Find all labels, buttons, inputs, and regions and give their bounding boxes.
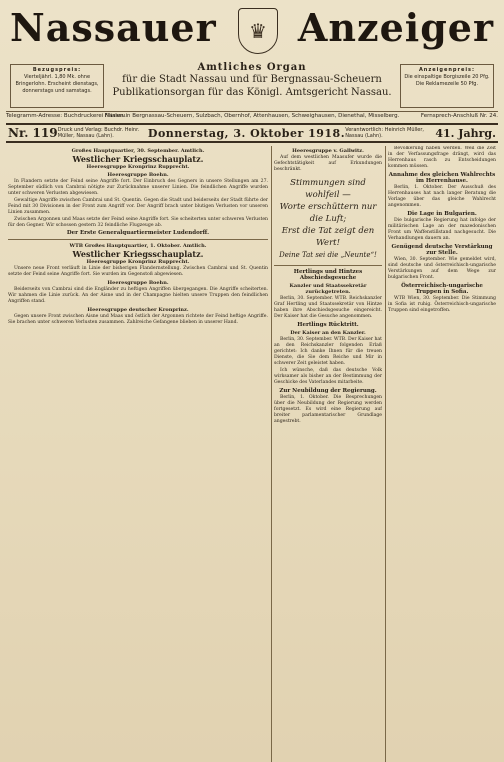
- col2-title-4: Zur Neubildung der Regierung.: [279, 388, 377, 394]
- col2-para-4: Ich wünsche, daß das deutsche Volk wirksamer als bisher an der Bestimmung der Geschicke des Vaterlandes mitarbeite.: [274, 368, 382, 385]
- report-signature: Der Erste Generalquartiermeister Ludendorff.: [66, 230, 210, 236]
- column-rule: [271, 146, 272, 762]
- report-title-2: Westlicher Kriegsschauplatz.: [72, 249, 204, 259]
- subscription-text: Vierteljährl. 1,80 Mk. ohne Bringerlohn. Erscheint dienstags, donnerstags und samstags.: [15, 74, 99, 94]
- editor-info: Verantwortlich: Heinrich Müller, Nassau (Lahn).: [345, 127, 425, 139]
- branches-text: Filialen in Bergnassau-Scheuern, Sulzbach, Obernhof, Attenhausen, Schweighausen, Dienethal, Misselberg.: [104, 113, 400, 119]
- divider: [8, 239, 268, 240]
- report-sub-1: Heeresgruppe Kronprinz Rupprecht.: [86, 164, 190, 170]
- col3-title-2: Annahme des gleichen Wahlrechts im Herrenhause.: [388, 172, 496, 184]
- report-para-4: Unsere neue Front verläuft in Linie der bisherigen Flandernstellung. Zwischen Cambrai und St. Quentin setzte der Feind seine Angriffe fort. Sie wurden im Gegenstoß abgewiesen.: [8, 266, 268, 277]
- col2-title-2: Hertlings und Hintzes Abschiedsgesuche: [293, 269, 363, 281]
- ad-price-text: Die einspaltige Borgiszeile 20 Pfg. Die Reklamezeile 50 Pfg.: [404, 74, 490, 87]
- col3-para-2: Berlin, 1. Oktober. Der Ausschuß des Herrenhauses hat nach langer Beratung die Vorlage über das gleiche Wahlrecht angenommen.: [388, 185, 496, 208]
- col2-para-1: Auf dem westlichen Maasufer wurde die Gefechtstätigkeit auf Erkundungen beschränkt.: [274, 155, 382, 172]
- col2-para-3: Berlin, 30. September. WTB. Der Kaiser hat an den Reichskanzler folgenden Erlaß gerichtet: Ich danke Ihnen für die treuen Dienste, die Sie dem Reiche und Mir in schwerer Zeit geleistet haben.: [274, 337, 382, 366]
- subscription-box: [10, 64, 104, 108]
- column-2: [274, 146, 382, 762]
- publisher-info: Druck und Verlag: Buchdr. Heinr. Müller, Nassau (Lahn).: [57, 127, 140, 139]
- war-loan-poem: [274, 177, 382, 261]
- col2-sub-2: Kanzler und Staatssekretär zurückgetreten.: [289, 283, 367, 295]
- ad-price-box: [400, 64, 494, 108]
- masthead: [6, 4, 498, 62]
- ad-price-title: Anzeigenpreis:: [418, 67, 476, 73]
- report-head-1: Großes Hauptquartier, 30. September. Amtlich.: [71, 148, 205, 154]
- subscription-title: Bezugspreis:: [32, 67, 82, 73]
- telegram-address: Telegramm-Adresse: Buchdruckerei Nassau.: [6, 113, 127, 119]
- coat-of-arms-icon: ♛: [238, 8, 278, 54]
- issue-bar: [6, 123, 498, 143]
- poem-line-2: Worte erschüttern nur die Luft;: [279, 202, 377, 224]
- col2-para-5: Berlin, 1. Oktober. Die Besprechungen über die Neubildung der Regierung werden fortgesetzt. Es wird eine Regierung auf breiter parlamentarischer Grundlage angestrebt.: [274, 395, 382, 424]
- title-left: Nassauer: [10, 5, 217, 50]
- poem-line-1: Stimmungen sind wohlfeil —: [290, 178, 366, 200]
- issue-year: 41. Jahrg.: [435, 126, 496, 140]
- issue-number: Nr. 119: [8, 126, 58, 140]
- article-columns: [6, 146, 498, 762]
- issue-date: Donnerstag, 3. Oktober 1918.: [147, 126, 346, 140]
- col3-para-4: Wien, 30. September. Wie gemeldet wird, sind deutsche und österreichisch-ungarische Verstärkungen auf dem Wege zur bulgarischen Front.: [388, 257, 496, 280]
- column-1: [8, 146, 268, 762]
- poem-signature: Deine Tat sei die „Neunte“!: [279, 251, 377, 259]
- report-para-3: Zwischen Argonnen und Maas setzte der Feind seine Angriffe fort. Sie scheiterten unter schweren Verlusten für den Gegner. Wir schossen gestern 32 feindliche Flugzeuge ab.: [8, 217, 268, 228]
- col3-para-3: Die bulgarische Regierung hat infolge der militärischen Lage an der mazedonischen Front um Waffenstillstand nachgesucht. Die Verhandlungen dauern an.: [388, 218, 496, 241]
- report-para-6: Gegen unsere Front zwischen Aisne und Maas und östlich der Argonnen richtete der Feind heftige Angriffe. Sie brachen unter schweren Verlusten zusammen. Zahlreiche Gefangene blieben in unserer Hand.: [8, 314, 268, 325]
- organ-line2: Publikationsorgan für das Königl. Amtsgericht Nassau.: [112, 87, 392, 98]
- report-sub-4: Heeresgruppe Boehn.: [107, 280, 169, 286]
- col2-head-1: Heeresgruppe v. Gallwitz.: [292, 148, 364, 154]
- organ-line1: für die Stadt Nassau und für Bergnassau-Scheuern: [122, 74, 382, 85]
- organ-title: Amtliches Organ: [197, 62, 307, 73]
- masthead-subblock: [6, 62, 498, 110]
- col3-para-5: WTB Wien, 30. September. Die Stimmung in Sofia ist ruhig. Österreichisch-ungarische Truppen sind eingetroffen.: [388, 296, 496, 313]
- branches-line: [6, 111, 498, 119]
- report-sub-3: Heeresgruppe Kronprinz Rupprecht.: [86, 259, 190, 265]
- title-right: Anzeiger: [297, 5, 494, 50]
- column-rule: [385, 146, 386, 762]
- report-sub-2: Heeresgruppe Boehn.: [107, 172, 169, 178]
- col3-title-4: Genügend deutsche Verstärkung zur Stelle.: [391, 244, 493, 256]
- phone-number: Fernsprech-Anschluß Nr. 24.: [420, 113, 498, 119]
- organ-block: [110, 62, 394, 99]
- poem-line-3: Erst die Tat zeigt den Wert!: [281, 226, 375, 248]
- report-sub-5: Heeresgruppe deutscher Kronprinz.: [87, 307, 189, 313]
- report-para-1: In Flandern setzte der Feind seine Angriffe fort. Der Einbruch des Gegners in unsere Stellungen am 27. September südlich von Cambrai nötigte zur Zurücknahme unserer Linien. Die feindlichen Angriffe wurden unter schweren Verlusten abgewiesen.: [8, 179, 268, 196]
- column-3: [388, 146, 496, 762]
- col2-title-3: Hertlings Rücktritt.: [297, 322, 359, 328]
- report-head-2: WTB Großes Hauptquartier, 1. Oktober. Amtlich.: [69, 243, 207, 249]
- report-title-1: Westlicher Kriegsschauplatz.: [72, 154, 204, 164]
- report-para-5: Beiderseits von Cambrai sind die Engländer zu heftigen Angriffen übergegangen. Die Angriffe scheiterten. Wir nahmen die Linie zurück. An der Aisne und in der Champagne hielten unsere Truppen den feindlichen Angriffen stand.: [8, 287, 268, 304]
- divider: [274, 265, 382, 266]
- col2-para-2: Berlin, 30. September. WTB. Reichskanzler Graf Hertling und Staatssekretär von Hintze haben ihre Abschiedsgesuche eingereicht. Der Kaiser hat die Gesuche angenommen.: [274, 296, 382, 319]
- col3-para-1: Bevölkerung haben werden. Weil die Zeit in der Verfassungsfrage drängt, wird das Herrenhaus rasch zu Entscheidungen kommen müssen.: [388, 146, 496, 169]
- col2-sub-3: Der Kaiser an den Kanzler.: [290, 330, 366, 336]
- col3-title-5: Österreichisch-ungarische Truppen in Sofia.: [401, 283, 483, 295]
- report-para-2: Gewaltige Angriffe zwischen Cambrai und St. Quentin. Gegen die Stadt und beiderseits der Stadt führte der Feind mit 30 Divisionen in der Front zum Angriff vor. Der Angriff brach unter blutigen Verlusten vor unseren Linien zusammen.: [8, 198, 268, 215]
- col3-title-3: Die Lage in Bulgarien.: [407, 211, 477, 217]
